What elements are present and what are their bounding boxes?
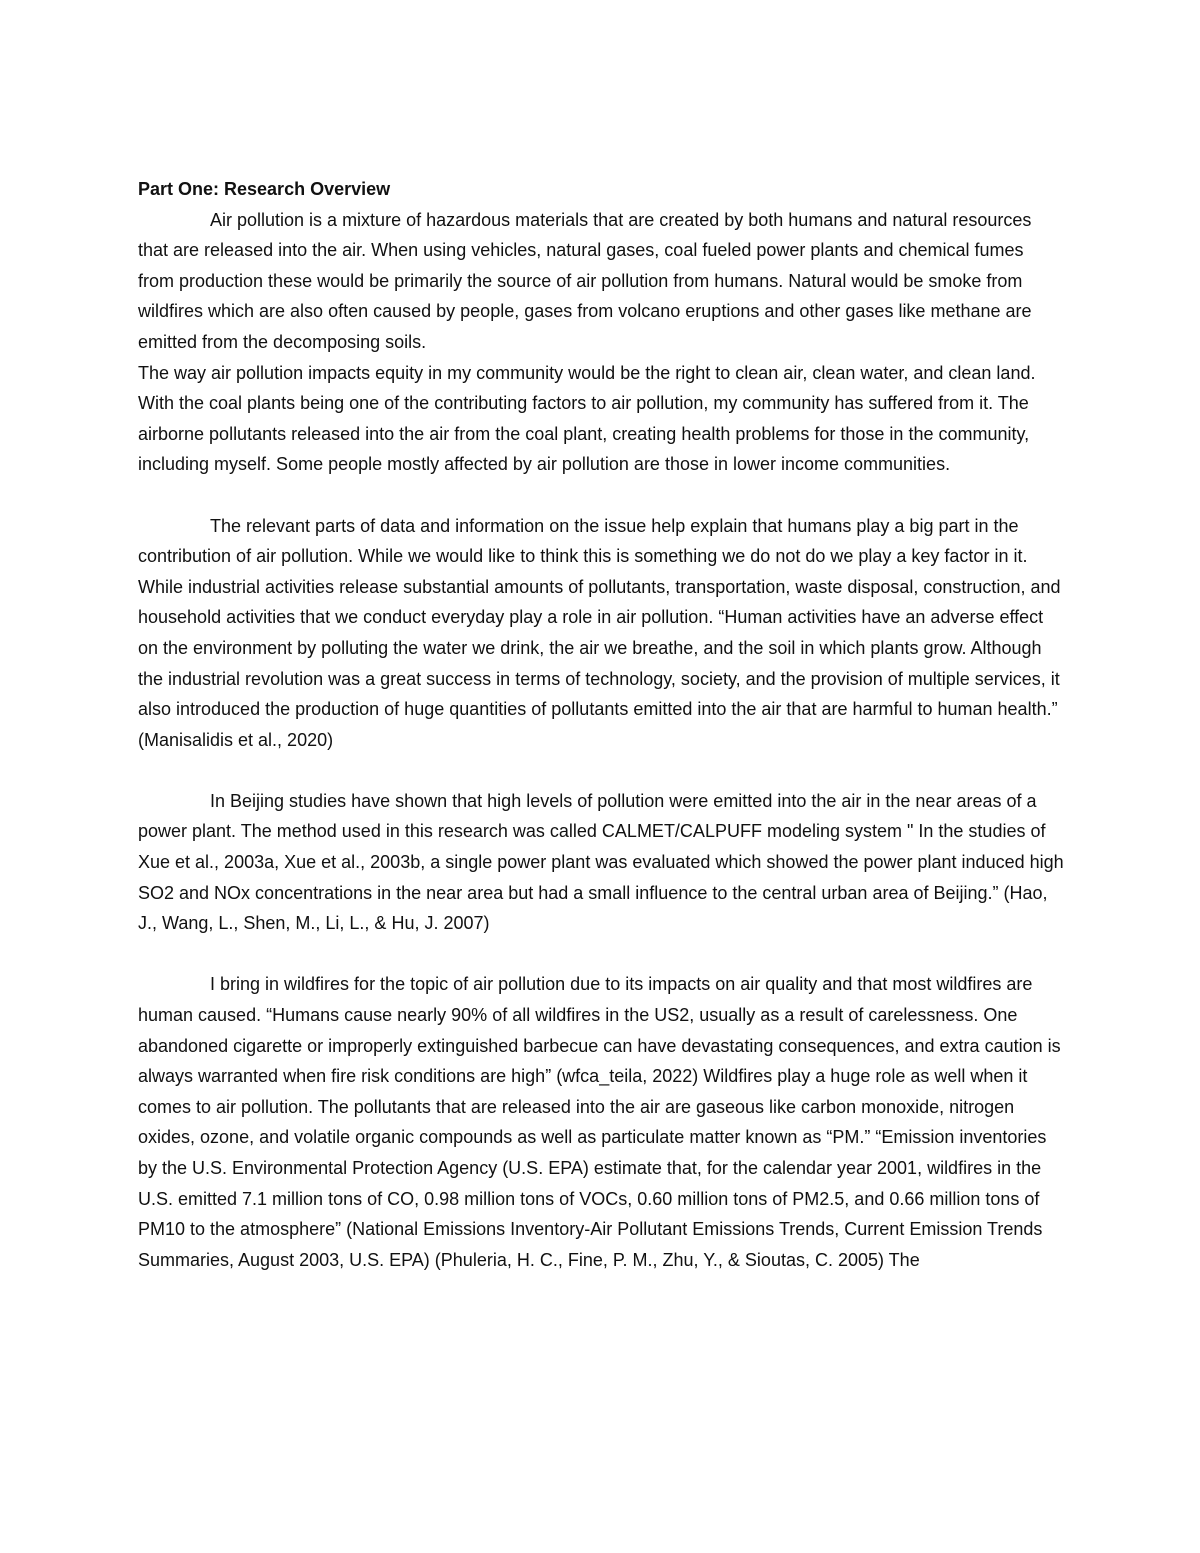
paragraph-wildfires: I bring in wildfires for the topic of air pollution due to its impacts on air quality and that most wildfires are human caused. “Humans cause nearly 90% of all wildfires in the US2, usually as a result of carelessness. One abandoned cigarette or improperly extinguished barbecue can have devastating consequences, and extra caution is always warranted when fire risk conditions are high” (wfca_teila, 2022) Wildfires play a huge role as well when it comes to air pollution. The pollutants that are released into the air are gaseous like carbon monoxide, nitrogen oxides, ozone, and volatile organic compounds as well as particulate matter known as “PM.” “Emission inventories by the U.S. Environmental Protection Agency (U.S. EPA) estimate that, for the calendar year 2001, wildfires in the U.S. emitted 7.1 million tons of CO, 0.98 million tons of VOCs, 0.60 million tons of PM2.5, and 0.66 million tons of PM10 to the atmosphere” (National Emissions Inventory-Air Pollutant Emissions Trends, Current Emission Trends Summaries, August 2003, U.S. EPA) (Phuleria, H. C., Fine, P. M., Zhu, Y., & Sioutas, C. 2005) The (138, 974, 1061, 1270)
paragraph-beijing-study: In Beijing studies have shown that high levels of pollution were emitted into the air in the near areas of a power plant. The method used in this research was called CALMET/CALPUFF modeling system " In the studies of Xue et al., 2003a, Xue et al., 2003b, a single power plant was evaluated which showed the power plant induced high SO2 and NOx concentrations in the near area but had a small influence to the central urban area of Beijing.” (Hao, J., Wang, L., Shen, M., Li, L., & Hu, J. 2007) (138, 790, 1064, 934)
paragraph-human-contribution: The relevant parts of data and information on the issue help explain that humans play a big part in the contribution of air pollution. While we would like to think this is something we do not do we play a key factor in it. While industrial activities release substantial amounts of pollutants, transportation, waste disposal, construction, and household activities that we conduct everyday play a role in air pollution. “Human activities have an adverse effect on the environment by polluting the water we drink, the air we breathe, and the soil in which plants grow. Although the industrial revolution was a great success in terms of technology, society, and the provision of multiple services, it also introduced the production of huge quantities of pollutants emitted into the air that are harmful to human health.” (Manisalidis et al., 2020) (138, 515, 1061, 750)
paragraph-air-pollution-definition: Air pollution is a mixture of hazardous materials that are created by both humans and natural resources that are released into the air. When using vehicles, natural gases, coal fueled power plants and chemical fumes from production these would be primarily the source of air pollution from humans. Natural would be smoke from wildfires which are also often caused by people, gases from volcano eruptions and other gases like methane are emitted from the decomposing soils. (138, 209, 1032, 352)
document-page (138, 174, 1064, 1275)
section-heading: Part One: Research Overview (138, 179, 391, 199)
paragraph-community-equity: The way air pollution impacts equity in my community would be the right to clean air, clean water, and clean land. With the coal plants being one of the contributing factors to air pollution, my community has suffered from it. The airborne pollutants released into the air from the coal plant, creating health problems for those in the community, including myself. Some people mostly affected by air pollution are those in lower income communities. (138, 362, 1036, 475)
